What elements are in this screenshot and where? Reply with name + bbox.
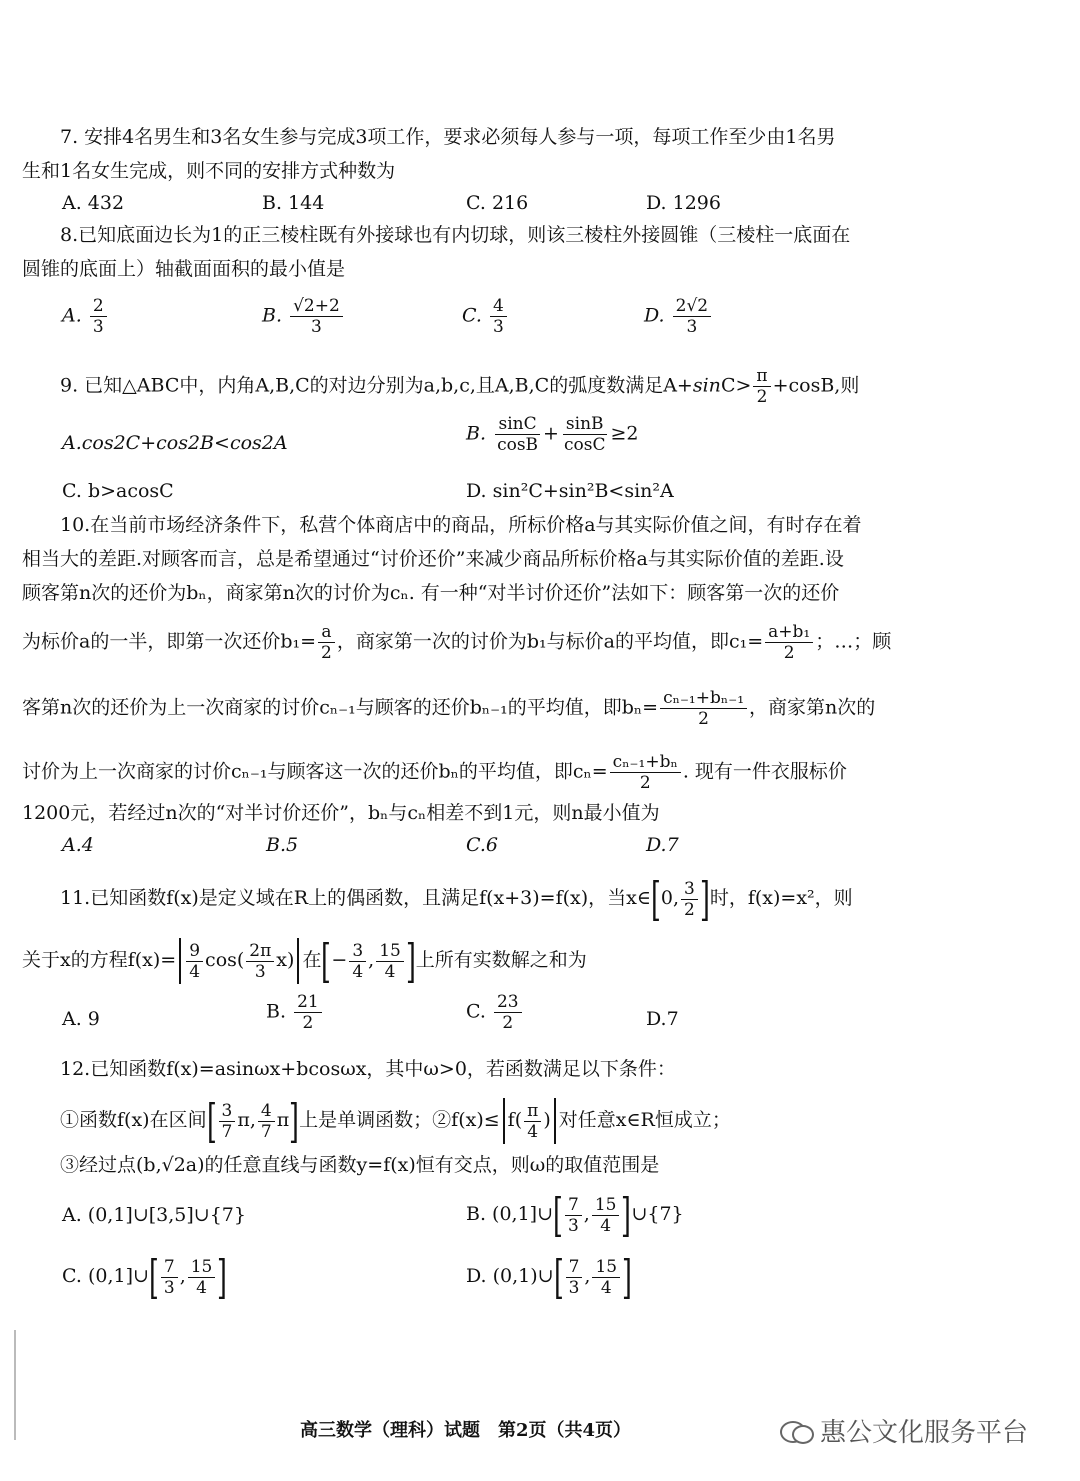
q8-stem-line1: 8.已知底面边长为1的正三棱柱既有外接球也有内切球，则该三棱柱外接圆锥（三棱柱一底面在 [60, 224, 851, 246]
q12-b-n2: 15 [592, 1195, 620, 1216]
q12-option-c: C. (0,1]∪[ $\frac{7}{3}$ , $\frac{15}{4}$ ] [62, 1250, 228, 1304]
q8-a-fraction [90, 296, 107, 337]
q11-l1-num: 3 [681, 879, 698, 900]
q11-n1: 9 [186, 941, 203, 962]
q10-line4-pre: 为标价a的一半，即第一次还价b₁= [22, 630, 317, 653]
q8-option-c [462, 296, 509, 337]
q12-b-fraction1 [565, 1195, 582, 1236]
q11-c-den: 2 [502, 1013, 514, 1033]
q8-d-label: D. [644, 304, 665, 327]
scan-margin-line [14, 1330, 16, 1440]
q10-line4-mid: ，商家第一次的讨价为b₁与标价a的平均值，即c₁= [336, 630, 764, 653]
q12-f: f( [507, 1109, 523, 1131]
q10-line3: 顾客第n次的还价为bₙ，商家第n次的讨价为cₙ. 有一种“对半讨价还价”法如下：顾客第一次的还价 [22, 582, 840, 604]
q9-option-c: C. b>acosC [62, 480, 174, 502]
q8-b-numerator: √2+2 [290, 296, 343, 317]
q11-cos-end: x) [276, 949, 295, 971]
abs-bar-right [297, 938, 299, 984]
q8-option-b [262, 296, 345, 337]
q10-bn-num: cₙ₋₁+bₙ₋₁ [660, 688, 747, 709]
q10-line4-post: ；…；顾 [815, 630, 892, 653]
q10-bn-den: 2 [698, 709, 709, 729]
q12-fraction-4-7 [258, 1101, 275, 1142]
q12-n2: 4 [258, 1101, 275, 1122]
q8-stem-line2: 圆锥的底面上）轴截面面积的最小值是 [22, 258, 346, 280]
q10-fraction-bn [660, 688, 747, 729]
q12-b-n1: 7 [565, 1195, 582, 1216]
q8-c-fraction [490, 296, 507, 337]
q12-d-pre: D. (0,1)∪ [466, 1265, 554, 1287]
q8-d-denominator: 3 [686, 317, 698, 337]
q8-option-a [62, 296, 109, 337]
right-bracket: ] [699, 872, 710, 926]
right-bracket: ] [217, 1250, 228, 1304]
abs-bar-left [503, 1098, 505, 1144]
q11-c-num: 23 [494, 992, 522, 1013]
q11-fraction-2pi-3 [246, 941, 274, 982]
q11-d1: 4 [189, 961, 201, 982]
q11-line1 [60, 872, 1058, 926]
q12-d-n2: 15 [592, 1257, 620, 1278]
right-bracket: ] [622, 1250, 632, 1304]
q11-line2-post: 上所有实数解之和为 [415, 949, 587, 971]
q11-n3: 3 [349, 941, 366, 962]
q10-fraction-ab1 [765, 622, 813, 663]
q12-b-fraction2 [592, 1195, 620, 1236]
q12-d-d1: 3 [568, 1277, 580, 1298]
q11-line1-post: 时，f(x)=x²，则 [709, 887, 853, 909]
q12-c-fraction1 [161, 1257, 178, 1298]
q10-line2: 相当大的差距.对顾客而言，总是希望通过“讨价还价”来减少商品所标价格a与其实际价值的差距.设 [22, 548, 844, 570]
q11-interval-low: 0, [660, 887, 680, 909]
q12-b-d1: 3 [567, 1215, 579, 1236]
q10-line5-pre: 客第n次的还价为上一次商家的讨价cₙ₋₁与顾客的还价bₙ₋₁的平均值，即bₙ= [22, 696, 659, 719]
q12-option-a: A. (0,1]∪[3,5]∪{7} [62, 1204, 246, 1226]
q8-option-d [644, 296, 713, 337]
q9-b-den1: cosB [497, 435, 539, 455]
q11-b-num: 21 [294, 992, 322, 1013]
q12-d3: 4 [527, 1121, 539, 1142]
q7-stem-line1: 7. 安排4名男生和3名女生参与完成3项工作，要求必须每人参与一项，每项工作至少由1名男 [60, 126, 836, 148]
q8-d-numerator: 2√2 [673, 296, 711, 317]
q8-b-label: B. [262, 304, 283, 327]
q9-stem-mid: C> [720, 374, 752, 397]
q11-neg: − [331, 949, 348, 971]
q8-a-numerator: 2 [90, 296, 107, 317]
q12-f-end: ) [543, 1109, 551, 1131]
left-bracket: [ [553, 1250, 564, 1304]
q12-fraction-3-7 [219, 1101, 236, 1142]
q12-line3: ③经过点(b,√2a)的任意直线与函数y=f(x)恒有交点，则ω的取值范围是 [60, 1154, 660, 1176]
q11-b-fraction [294, 992, 322, 1033]
q7-option-d: D. 1296 [646, 192, 721, 214]
left-bracket: [ [321, 934, 332, 988]
q9-pi: π [753, 366, 770, 387]
q11-l1-den: 2 [684, 899, 695, 920]
q9-option-a: A.cos2C+cos2B<cos2A [62, 432, 288, 454]
q12-fraction-pi-4 [524, 1101, 541, 1142]
q8-c-label: C. [462, 304, 482, 327]
q9-b-den2: cosC [563, 435, 606, 455]
q10-line4 [22, 622, 1058, 663]
left-bracket: [ [148, 1250, 159, 1304]
q10-f1-den: 2 [321, 643, 332, 663]
q9-stem-end: +cosB,则 [772, 374, 860, 397]
q11-fraction-3-2 [681, 879, 698, 920]
q10-f2-num: a+b₁ [765, 622, 813, 643]
q10-line7: 1200元，若经过n次的“对半讨价还价”，bₙ与cₙ相差不到1元，则n最小值为 [22, 802, 660, 824]
page-footer: 高三数学（理科）试题 第2页（共4页） [300, 1420, 632, 1441]
q10-fraction-a2 [318, 622, 335, 663]
q10-line6 [22, 752, 1058, 793]
q12-line1: 12.已知函数f(x)=asinωx+bcosωx，其中ω>0，若函数满足以下条件： [60, 1058, 676, 1080]
q11-n4: 15 [376, 941, 404, 962]
q10-line6-post: . 现有一件衣服标价 [682, 760, 847, 783]
q10-f1-num: a [318, 622, 334, 643]
q9-b-fraction2 [561, 414, 609, 455]
q9-b-label: B. [466, 422, 487, 445]
q11-c-label: C. [466, 1000, 486, 1023]
q11-d3: 4 [352, 961, 364, 982]
q11-line2-pre: 关于x的方程f(x)= [22, 949, 177, 971]
q11-n2: 2π [246, 941, 274, 962]
q12-d-fraction1 [566, 1257, 583, 1298]
q12-n3: π [524, 1101, 541, 1122]
q10-f2-den: 2 [783, 643, 795, 663]
q10-cn-den: 2 [639, 773, 651, 793]
q10-option-d: D.7 [646, 834, 679, 856]
q10-option-c: C.6 [466, 834, 498, 856]
q12-c-n1: 7 [161, 1257, 178, 1278]
q8-b-fraction [290, 296, 343, 337]
q9-pi-over-2 [753, 366, 770, 407]
q11-option-d: D.7 [646, 1008, 679, 1030]
left-bracket: [ [650, 872, 661, 926]
q11-fraction-15-4 [376, 941, 404, 982]
q11-cos: cos( [205, 949, 245, 971]
q8-a-denominator: 3 [92, 317, 104, 337]
q12-line2-mid: 上是单调函数；②f(x)≤ [299, 1109, 500, 1131]
watermark-text: 惠公文化服务平台 [820, 1418, 1029, 1448]
right-bracket: ] [289, 1094, 300, 1148]
q11-option-c [466, 992, 524, 1033]
q8-d-fraction [673, 296, 711, 337]
q12-d1: 7 [221, 1121, 233, 1142]
q8-a-label: A. [62, 304, 82, 327]
wechat-icon [780, 1419, 814, 1443]
q12-pi1: π, [237, 1109, 256, 1131]
q7-option-c: C. 216 [466, 192, 529, 214]
q12-c-n2: 15 [188, 1257, 216, 1278]
q11-fraction-9-4 [186, 941, 203, 982]
q12-d2: 7 [260, 1121, 272, 1142]
q11-in: 在 [302, 949, 322, 971]
q8-b-denominator: 3 [311, 317, 322, 337]
q11-b-label: B. [266, 1000, 287, 1023]
q11-d4: 4 [384, 961, 396, 982]
q12-d-d2: 4 [600, 1277, 612, 1298]
q12-c-d2: 4 [196, 1277, 207, 1298]
q12-option-b: B. (0,1]∪[ $\frac{7}{3}$ , $\frac{15}{4}$ ]∪{7} [466, 1188, 684, 1242]
q9-b-num1: sinC [495, 414, 539, 435]
q9-b-num2: sinB [563, 414, 607, 435]
q7-stem-line2: 生和1名女生完成，则不同的安排方式种数为 [22, 160, 396, 182]
q11-d2: 3 [254, 961, 266, 982]
q11-c-fraction [494, 992, 522, 1033]
left-bracket: [ [553, 1188, 563, 1242]
q12-option-d: D. (0,1)∪[ $\frac{7}{3}$ , $\frac{15}{4}$ ] [466, 1250, 632, 1304]
q9-stem-text: 9. 已知△ABC中，内角A,B,C的对边分别为a,b,c,且A,B,C的弧度数满足A+ [60, 374, 693, 397]
watermark [780, 1412, 1028, 1449]
q12-d-n1: 7 [566, 1257, 583, 1278]
q12-d-fraction2 [592, 1257, 620, 1298]
q12-c-fraction2 [188, 1257, 216, 1298]
q7-option-b: B. 144 [262, 192, 325, 214]
q12-b-post: ∪{7} [631, 1203, 684, 1225]
q9-sin: sin [692, 374, 721, 397]
q12-c-d1: 3 [163, 1277, 175, 1298]
q9-option-d: D. sin²C+sin²B<sin²A [466, 480, 674, 502]
q10-fraction-cn [610, 752, 681, 793]
q11-option-b [266, 992, 324, 1033]
q9-two: 2 [756, 387, 768, 407]
right-bracket: ] [405, 934, 416, 988]
left-bracket: [ [206, 1094, 217, 1148]
q10-line6-pre: 讨价为上一次商家的讨价cₙ₋₁与顾客这一次的还价bₙ的平均值，即cₙ= [22, 760, 608, 783]
q12-b-pre: B. (0,1]∪ [466, 1203, 554, 1225]
q12-b-d2: 4 [600, 1215, 612, 1236]
q11-line2: 关于x的方程f(x)= $\frac{9}{4}$ cos( $\frac{2\pi}{3}$ x) 在[− $\frac{3}{4}$ , $\frac{15}{4}$ ]上所有实数解之和为 [22, 934, 587, 988]
q8-c-numerator: 4 [490, 296, 507, 317]
q12-line2 [60, 1094, 1058, 1148]
q12-line2-post: 对任意x∈R恒成立； [558, 1109, 731, 1131]
q10-option-a: A.4 [62, 834, 94, 856]
q11-b-den: 2 [302, 1013, 314, 1033]
q9-b-tail: ≥2 [610, 422, 639, 445]
q9-stem [60, 366, 1058, 407]
q10-line1: 10.在当前市场经济条件下，私营个体商店中的商品，所标价格a与其实际价值之间，有时存在着 [60, 514, 862, 536]
q9-option-b: B. $\frac{\sin C}{\cos B}$ + $\frac{\sin B}{\cos C}$ ≥2 [466, 414, 639, 455]
q10-option-b: B.5 [266, 834, 299, 856]
q10-line5 [22, 688, 1058, 729]
q11-fraction-3-4 [349, 941, 366, 982]
q11-line1-pre: 11.已知函数f(x)是定义域在R上的偶函数，且满足f(x+3)=f(x)，当x∈ [60, 887, 651, 909]
q9-b-fraction1 [494, 414, 541, 455]
right-bracket: ] [621, 1188, 632, 1242]
q10-line5-post: ，商家第n次的 [749, 696, 876, 719]
q10-cn-num: cₙ₋₁+bₙ [610, 752, 681, 773]
q12-line2-pre: ①函数f(x)在区间 [60, 1109, 207, 1131]
q11-option-a: A. 9 [62, 1008, 100, 1030]
q12-c-pre: C. (0,1]∪ [62, 1265, 149, 1287]
abs-bar-left [179, 938, 181, 984]
q12-n1: 3 [219, 1101, 236, 1122]
q8-c-denominator: 3 [492, 317, 504, 337]
q12-pi2: π [276, 1109, 290, 1131]
q7-option-a: A. 432 [62, 192, 125, 214]
abs-bar-right [554, 1098, 556, 1144]
